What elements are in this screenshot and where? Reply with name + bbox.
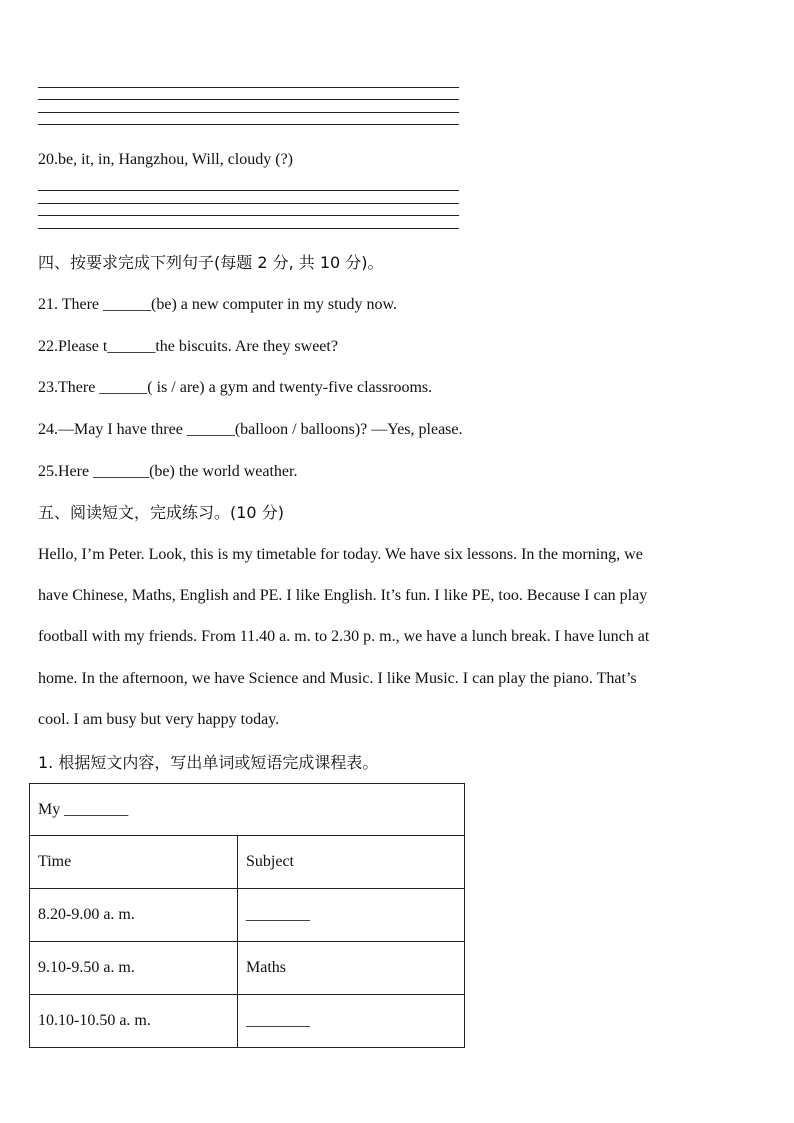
answer-line[interactable]	[38, 203, 459, 204]
passage-line: have Chinese, Maths, English and PE. I like English. It’s fun. I like PE, too. Because I can play	[38, 587, 648, 604]
question-prompt: be, it, in, Hangzhou, Will, cloudy (?)	[58, 151, 294, 168]
question-text: There ______( is / are) a gym and twenty-five classrooms.	[58, 379, 433, 396]
question-25	[38, 462, 297, 482]
answer-line[interactable]	[38, 190, 459, 191]
table-title-row	[30, 784, 465, 836]
table-row	[30, 942, 465, 995]
answer-line[interactable]	[38, 99, 459, 100]
question-number: 25.	[38, 463, 58, 480]
timetable	[29, 783, 465, 1048]
subject-cell: Maths	[238, 942, 465, 995]
table-title[interactable]: My ________	[30, 784, 465, 836]
question-text: Here _______(be) the world weather.	[58, 463, 298, 480]
question-number: 21.	[38, 296, 58, 313]
answer-line[interactable]	[38, 87, 459, 88]
question-number: 23.	[38, 379, 58, 396]
column-header-subject: Subject	[238, 836, 465, 889]
question-23	[38, 378, 432, 398]
table-row	[30, 889, 465, 942]
time-cell: 8.20-9.00 a. m.	[30, 889, 238, 942]
answer-line[interactable]	[38, 228, 459, 229]
subject-cell[interactable]: ________	[238, 995, 465, 1048]
passage-line: football with my friends. From 11.40 a. m. to 2.30 p. m., we have a lunch break. I have lunch at	[38, 628, 650, 645]
time-cell: 10.10-10.50 a. m.	[30, 995, 238, 1048]
table-row	[30, 995, 465, 1048]
answer-line[interactable]	[38, 112, 459, 113]
passage-line: cool. I am busy but very happy today.	[38, 711, 280, 728]
answer-line[interactable]	[38, 215, 459, 216]
passage-line: home. In the afternoon, we have Science and Music. I like Music. I can play the piano. That’s	[38, 670, 637, 687]
passage-line: Hello, I’m Peter. Look, this is my timetable for today. We have six lessons. In the morning, we	[38, 546, 643, 563]
section-4-heading: 四、按要求完成下列句子(每题 2 分, 共 10 分)。	[38, 253, 384, 272]
table-header-row	[30, 836, 465, 889]
answer-line[interactable]	[38, 124, 459, 125]
question-number: 24.	[38, 421, 58, 438]
task-instruction: 1. 根据短文内容，写出单词或短语完成课程表。	[38, 753, 379, 772]
column-header-time: Time	[30, 836, 238, 889]
question-text: There ______(be) a new computer in my study now.	[58, 296, 398, 313]
question-20	[38, 150, 293, 170]
subject-cell[interactable]: ________	[238, 889, 465, 942]
question-24	[38, 420, 463, 440]
section-5-heading: 五、阅读短文，完成练习。(10 分)	[38, 503, 284, 522]
time-cell: 9.10-9.50 a. m.	[30, 942, 238, 995]
question-21	[38, 295, 397, 315]
question-number: 20.	[38, 151, 58, 168]
question-text: Please t______the biscuits. Are they sweet?	[58, 338, 338, 355]
question-text: —May I have three ______(balloon / balloons)? —Yes, please.	[58, 421, 463, 438]
question-number: 22.	[38, 338, 58, 355]
question-22	[38, 337, 338, 357]
